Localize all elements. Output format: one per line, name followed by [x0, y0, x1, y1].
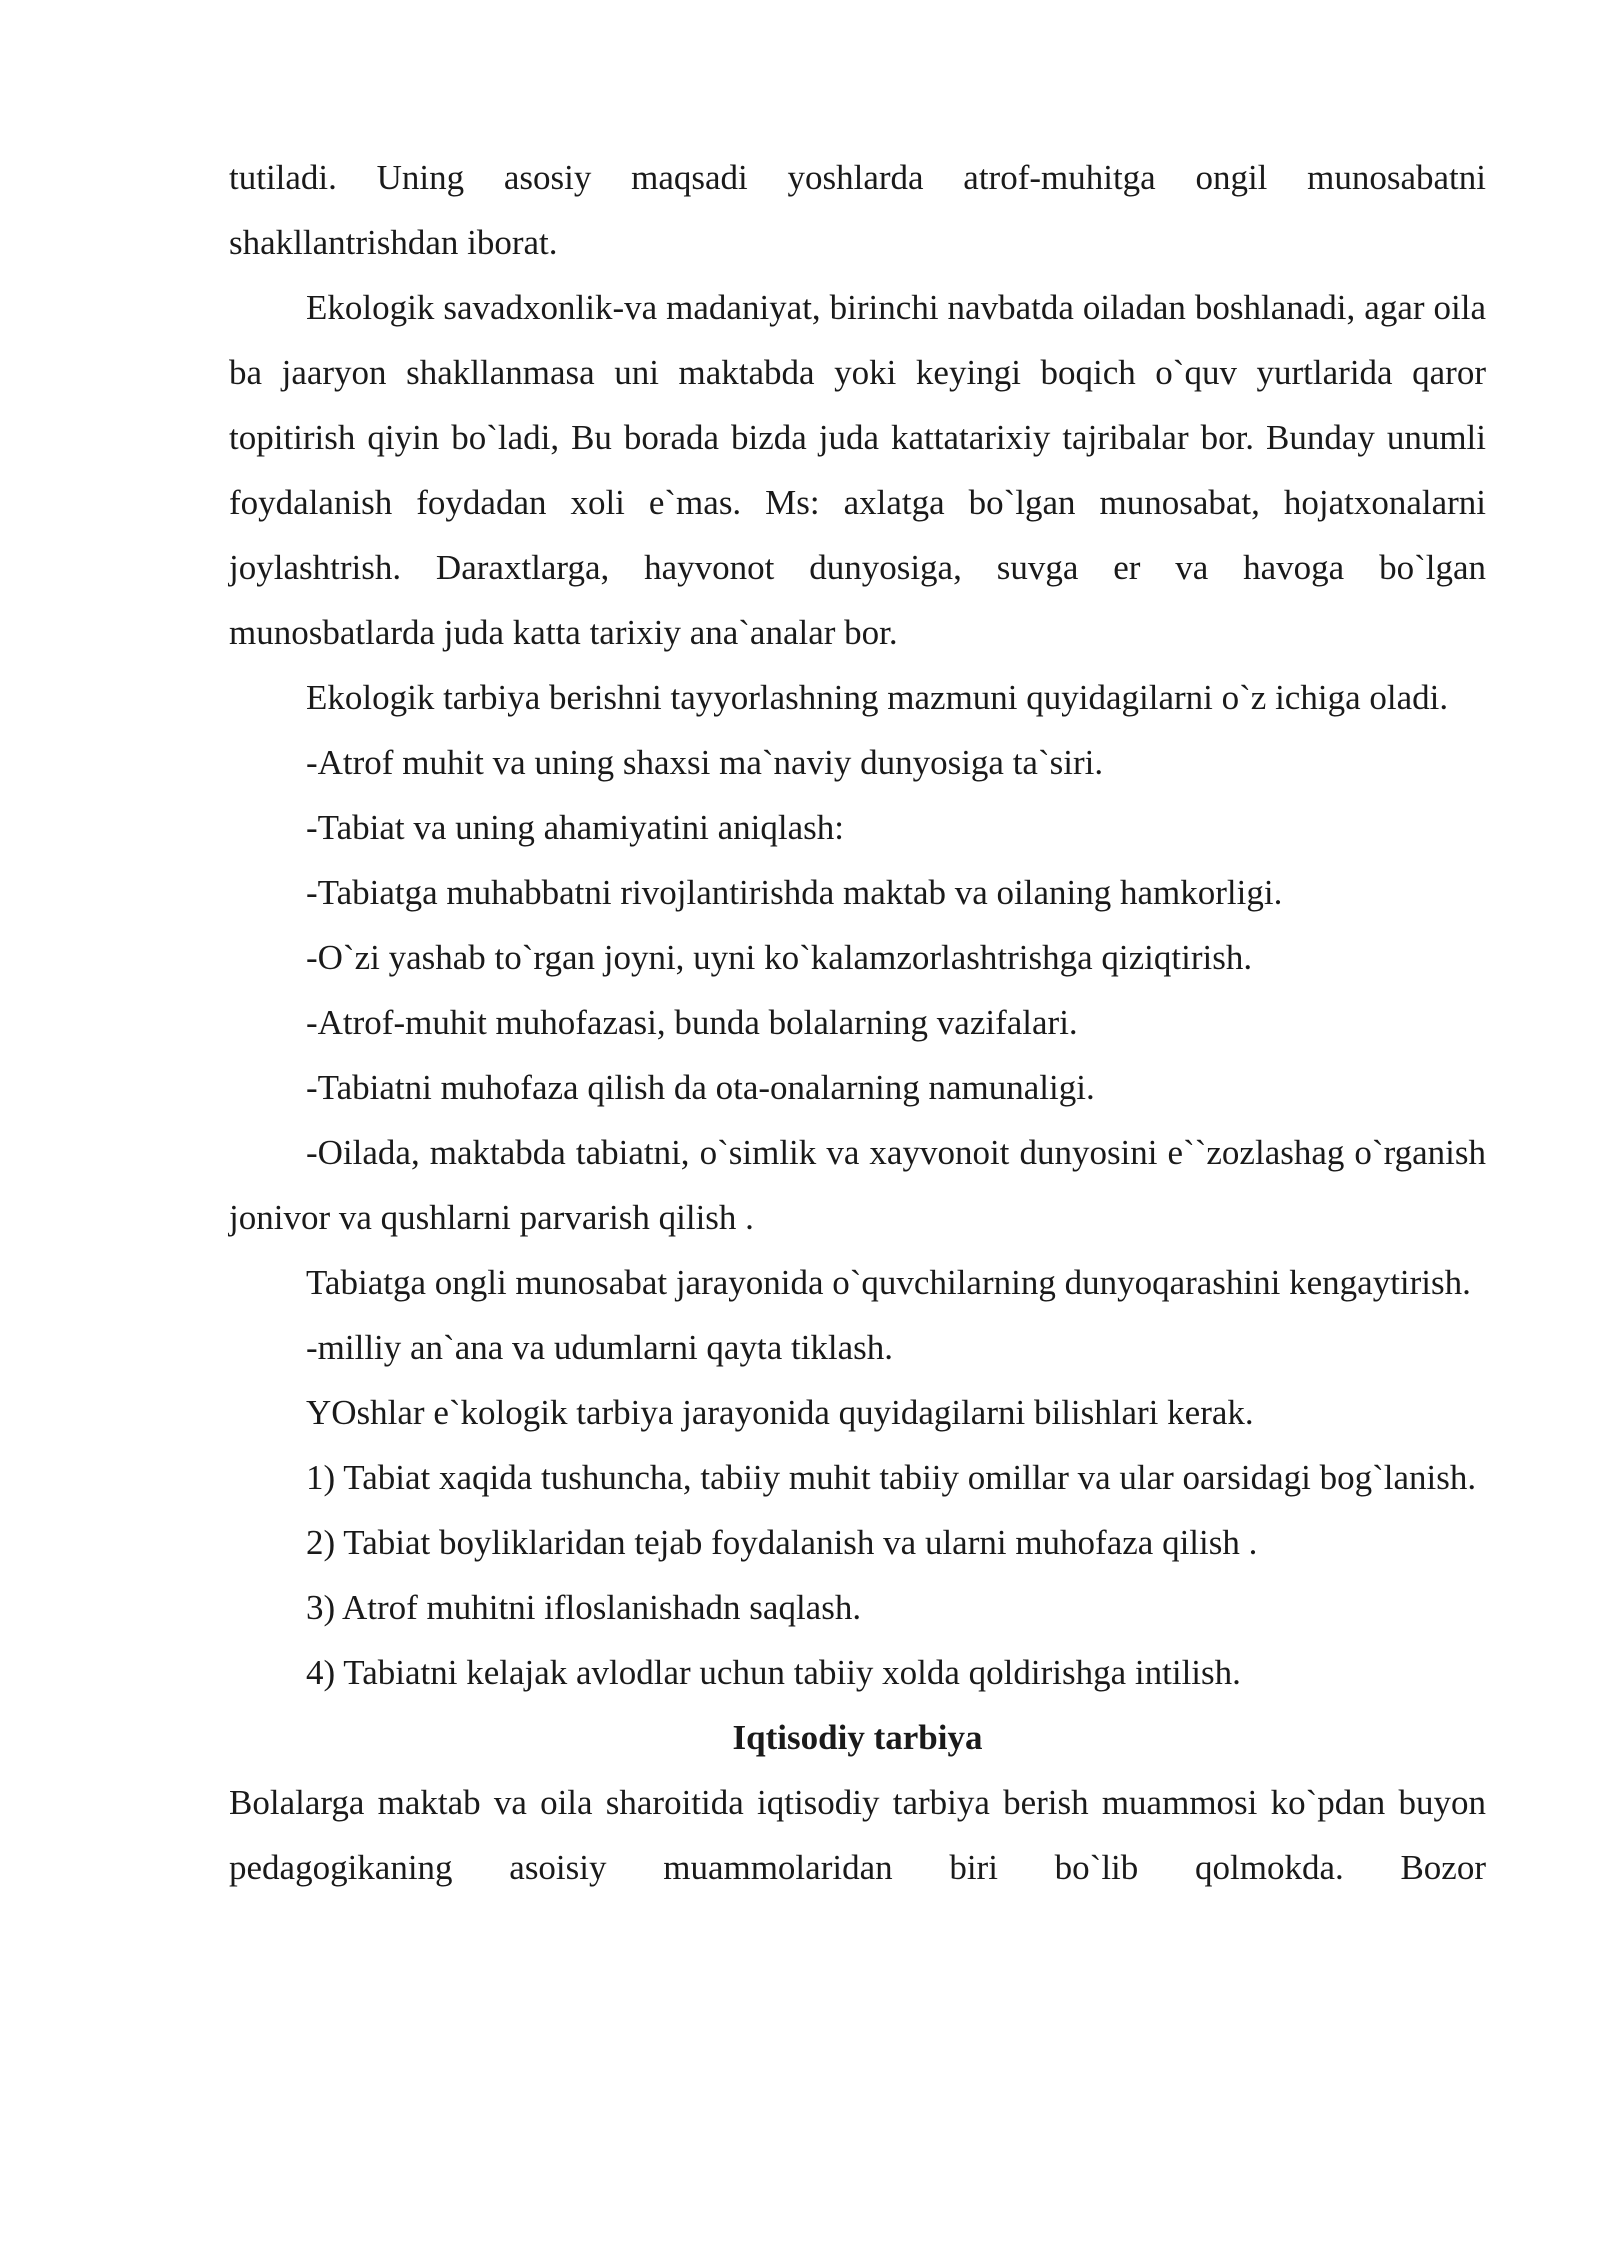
list-item: -Tabiatga muhabbatni rivojlantirishda maktab va oilaning hamkorligi.: [306, 873, 1283, 912]
list-item-long: -Oilada, maktabda tabiatni, o`simlik va xayvonoit dunyosini e``zozlashag o`rganish jonivor va qushlarni parvarish qilish .: [229, 1133, 1486, 1237]
list-item: -Tabiat va uning ahamiyatini aniqlash:: [306, 808, 844, 847]
paragraph-ecological-education-content: Ekologik tarbiya berishni tayyorlashning mazmuni quyidagilarni o`z ichiga oladi.: [306, 678, 1449, 717]
list-item: -Atrof muhit va uning shaxsi ma`naviy dunyosiga ta`siri.: [306, 743, 1104, 782]
list-item: -milliy an`ana va udumlarni qayta tiklash.: [306, 1328, 894, 1367]
paragraph-continuation: tutiladi. Uning asosiy maqsadi yoshlarda atrof-muhitga ongil munosabatni shakllantrishdan iborat.: [229, 158, 1486, 262]
paragraph-worldview: Tabiatga ongli munosabat jarayonida o`quvchilarning dunyoqarashini kengaytirish.: [306, 1263, 1471, 1302]
numbered-item: 4) Tabiatni kelajak avlodlar uchun tabiiy xolda qoldirishga intilish.: [306, 1653, 1241, 1692]
section-heading: Iqtisodiy tarbiya: [732, 1718, 983, 1757]
numbered-item: 3) Atrof muhitni ifloslanishadn saqlash.: [306, 1588, 862, 1627]
numbered-item-1: 1) Tabiat xaqida tushuncha, tabiiy muhit tabiiy omillar va ular oarsidagi bog`lanish.: [306, 1458, 1477, 1497]
numbered-item: 2) Tabiat boyliklaridan tejab foydalanish va ularni muhofaza qilish .: [306, 1523, 1258, 1562]
paragraph-economic-education: Bolalarga maktab va oila sharoitida iqtisodiy tarbiya berish muammosi ko`pdan buyon pedagogikaning asoisiy muammolaridan biri bo`lib qolmokda. Bozor: [229, 1783, 1486, 1887]
paragraph-knowledge-intro: YOshlar e`kologik tarbiya jarayonida quyidagilarni bilishlari kerak.: [306, 1393, 1254, 1432]
document-page: [229, 145, 1486, 1900]
list-item: -Atrof-muhit muhofazasi, bunda bolalarning vazifalari.: [306, 1003, 1078, 1042]
list-item: -Tabiatni muhofaza qilish da ota-onalarning namunaligi.: [306, 1068, 1095, 1107]
paragraph-ecological-literacy: Ekologik savadxonlik-va madaniyat, birinchi navbatda oiladan boshlanadi, agar oila ba jaaryon shakllanmasa uni maktabda yoki keyingi boqich o`quv yurtlarida qaror topitirish qiyin bo`ladi, Bu borada bizda juda kattatarixiy tajribalar bor. Bunday unumli foydalanish foydadan xoli e`mas. Ms: axlatga bo`lgan munosabat, hojatxonalarni joylashtrish. Daraxtlarga, hayvonot dunyosiga, suvga er va havoga bo`lgan munosbatlarda juda katta tarixiy ana`analar bor.: [229, 288, 1486, 652]
list-item: -O`zi yashab to`rgan joyni, uyni ko`kalamzorlashtrishga qiziqtirish.: [306, 938, 1253, 977]
